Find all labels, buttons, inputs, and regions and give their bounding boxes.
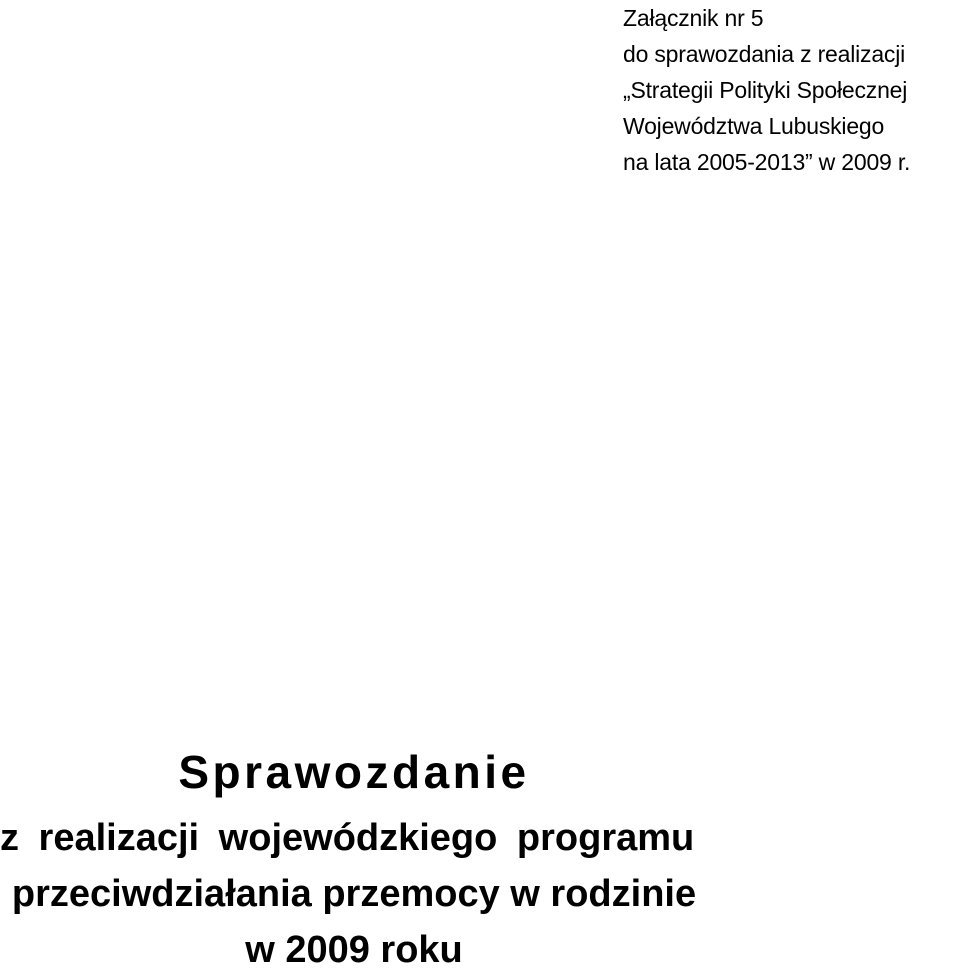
subtitle-line-3: w 2009 roku <box>245 929 463 971</box>
report-subtitle <box>0 810 708 978</box>
annex-line-2: do sprawozdania z realizacji <box>623 41 906 67</box>
annex-note <box>623 0 958 180</box>
subtitle-line-1: z realizacji wojewódzkiego programu <box>0 817 695 859</box>
annex-line-5: na lata 2005-2013” w 2009 r. <box>623 149 911 175</box>
report-title: Sprawozdanie <box>178 746 530 798</box>
annex-line-4: Województwa Lubuskiego <box>623 113 885 139</box>
annex-line-3: „Strategii Polityki Społecznej <box>623 77 908 103</box>
subtitle-line-2: przeciwdziałania przemocy w rodzinie <box>11 873 697 915</box>
annex-line-1: Załącznik nr 5 <box>623 5 764 31</box>
